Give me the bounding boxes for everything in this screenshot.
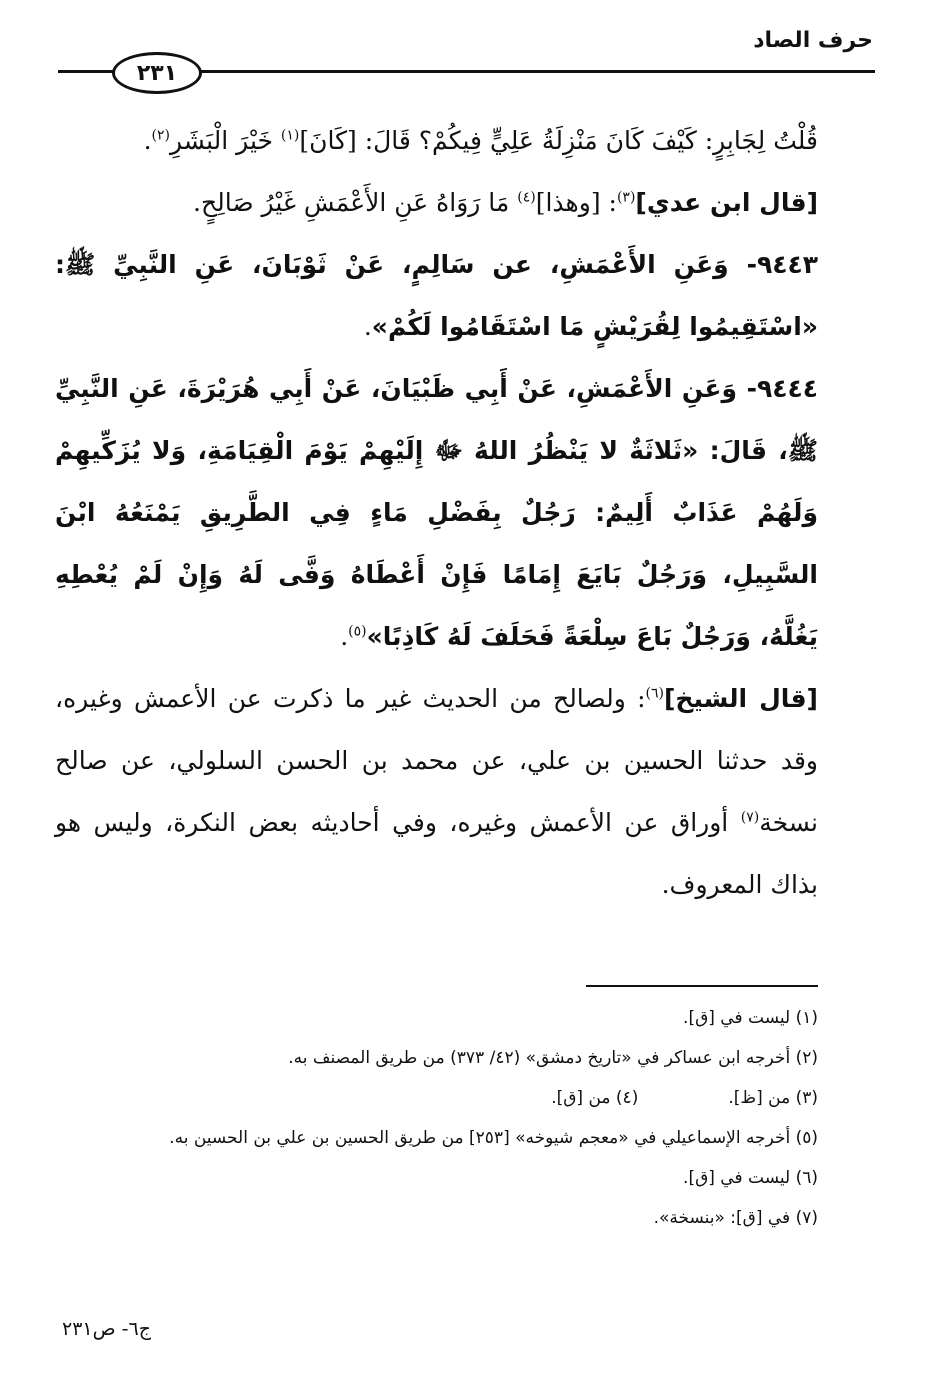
paragraph-1 bbox=[55, 110, 818, 172]
page-number: ٢٣١ bbox=[136, 60, 178, 86]
p2-label: [قال ابن عدي] bbox=[635, 188, 818, 217]
footnote-5: (٥) أخرجه الإسماعيلي في «معجم شيوخه» [٢٥٣] من طريق الحسين بن علي بن الحسين به. bbox=[169, 1128, 818, 1148]
p3-hadith: «اسْتَقِيمُوا لِقُرَيْشٍ مَا اسْتَقَامُوا لَكُمْ» bbox=[371, 312, 818, 341]
footnote-4: (٤) من [ق]. bbox=[551, 1088, 639, 1108]
p5-label: [قال الشيخ] bbox=[664, 684, 818, 713]
footnote-ref-6[interactable]: (٦) bbox=[645, 685, 664, 702]
paragraph-2 bbox=[55, 172, 818, 234]
footnotes bbox=[60, 998, 818, 1238]
p3-text-a: ٩٤٤٣- وَعَنِ الأَعْمَشِ، عن سَالِمٍ، عَنْ ثَوْبَانَ، عَنِ النَّبِيِّ ﷺ: bbox=[55, 250, 818, 279]
paragraph-3 bbox=[55, 234, 818, 358]
footnote-ref-1[interactable]: (١) bbox=[280, 127, 300, 144]
footnote-ref-5[interactable]: (٥) bbox=[348, 623, 367, 640]
p5-text-b: أوراق عن الأعمش وغيره، وفي أحاديثه بعض النكرة، وليس هو بذاك المعروف. bbox=[55, 808, 818, 899]
running-head: حرف الصاد bbox=[753, 28, 873, 53]
footnote-ref-2[interactable]: (٢) bbox=[151, 127, 170, 144]
footnote-ref-3[interactable]: (٣) bbox=[616, 189, 636, 206]
paragraph-5 bbox=[55, 668, 818, 916]
footnote-3: (٣) من [ظ]. bbox=[728, 1088, 818, 1108]
footnote-rule bbox=[586, 985, 818, 987]
p2-text-b: مَا رَوَاهُ عَنِ الأَعْمَشِ غَيْرُ صَالِحٍ. bbox=[193, 188, 518, 217]
footnote-ref-7[interactable]: (٧) bbox=[740, 809, 760, 826]
page-number-badge bbox=[112, 52, 202, 94]
footnote-7: (٧) في [ق]: «بنسخة». bbox=[653, 1208, 818, 1228]
p3-text-b: . bbox=[363, 312, 372, 341]
footnote-1: (١) ليست في [ق]. bbox=[683, 1008, 818, 1028]
footnote-2: (٢) أخرجه ابن عساكر في «تاريخ دمشق» (٤٢/ ٣٧٣) من طريق المصنف به. bbox=[288, 1048, 818, 1068]
p5-text-a: : ولصالح من الحديث غير ما ذكرت عن الأعمش وغيره، وقد حدثنا الحسين بن علي، عن محمد بن الحسن السلولي، عن صالح نسخة bbox=[55, 684, 818, 837]
main-text bbox=[55, 110, 818, 916]
footnote-ref-4[interactable]: (٤) bbox=[517, 189, 536, 206]
paragraph-4 bbox=[55, 358, 818, 668]
p2-text-a: : [وهذا] bbox=[535, 188, 617, 217]
p4-text-a: ٩٤٤٤- وَعَنِ الأَعْمَشِ، عَنْ أَبِي ظَبْيَانَ، عَنْ أَبِي هُرَيْرَةَ، عَنِ النَّبِيِّ ﷺ، قَالَ: bbox=[55, 374, 818, 465]
p1-text-a: قُلْتُ لِجَابِرٍ: كَيْفَ كَانَ مَنْزِلَةُ عَلِيٍّ فِيكُمْ؟ قَالَ: [كَانَ] bbox=[299, 126, 818, 155]
volume-page-marker: ج٦- ص٢٣١ bbox=[62, 1318, 151, 1340]
p1-text-b: خَيْرَ الْبَشَرِ bbox=[170, 126, 281, 155]
p4-hadith: «ثَلاثَةٌ لا يَنْظُرُ اللهُ ﷻ إِلَيْهِمْ يَوْمَ الْقِيَامَةِ، وَلا يُزَكِّيهِمْ وَلَهُمْ عَذَابٌ أَلِيمٌ: رَجُلٌ بِفَضْلِ مَاءٍ فِي الطَّرِيقِ يَمْنَعُهُ ابْنَ السَّبِيلِ، وَرَجُلٌ بَايَعَ إِمَامًا فَإِنْ أَعْطَاهُ وَفَّى لَهُ وَإِنْ لَمْ يُعْطِهِ يَغُلَّهُ، وَرَجُلٌ بَاعَ سِلْعَةً فَحَلَفَ لَهُ كَاذِبًا» bbox=[55, 436, 818, 651]
p4-text-b: . bbox=[340, 622, 349, 651]
footnote-6: (٦) ليست في [ق]. bbox=[683, 1168, 818, 1188]
footnote-row-3-4 bbox=[60, 1078, 818, 1118]
p1-text-c: . bbox=[143, 126, 152, 155]
